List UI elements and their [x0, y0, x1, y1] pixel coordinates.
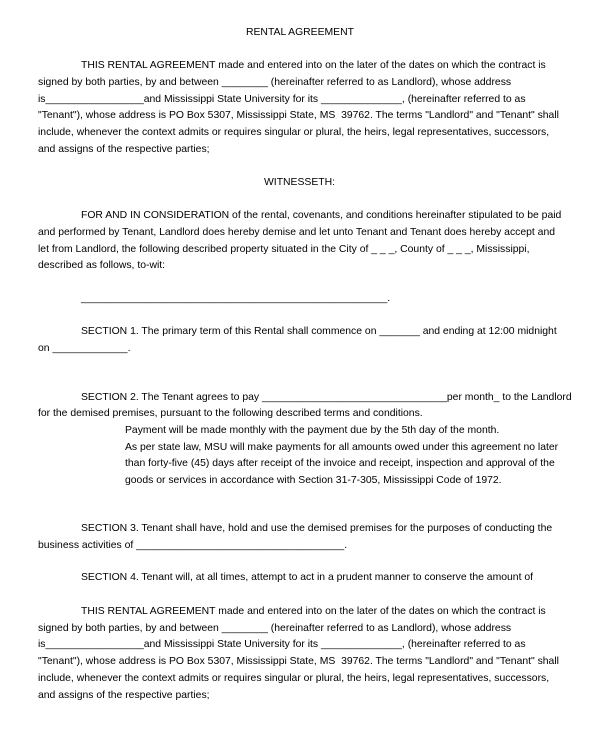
witnesseth-heading: WITNESSETH:	[264, 177, 336, 188]
section-2-line: SECTION 2. The Tenant agrees to pay ________________________________per month_ to the Landlord	[81, 392, 572, 403]
intro-paragraph-line: signed by both parties, by and between ________ (hereinafter referred to as Landlord), whose address	[38, 77, 512, 88]
section-1-line: on _____________.	[38, 343, 131, 354]
section-2-payment-line: Payment will be made monthly with the payment due by the 5th day of the month.	[125, 425, 500, 436]
section-3-line: SECTION 3. Tenant shall have, hold and use the demised premises for the purposes of conducting the	[81, 523, 553, 534]
document-title: RENTAL AGREEMENT	[246, 27, 354, 38]
consideration-line: FOR AND IN CONSIDERATION of the rental, covenants, and conditions hereinafter stipulated to be paid	[81, 210, 562, 221]
consideration-line: and performed by Tenant, Landlord does hereby demise and let unto Tenant and Tenant does hereby accept and	[38, 227, 556, 238]
intro-paragraph-repeat-line: "Tenant"), whose address is PO Box 5307, Mississippi State, MS 39762. The terms "Landlord" and "Tenant" shall	[38, 656, 559, 667]
intro-paragraph-repeat-line: THIS RENTAL AGREEMENT made and entered into on the later of the dates on which the contract is	[81, 606, 546, 617]
property-description-blank: _____________________________________________________.	[81, 293, 391, 304]
section-4-line: SECTION 4. Tenant will, at all times, attempt to act in a prudent manner to conserve the amount of	[81, 572, 534, 583]
intro-paragraph-line: and assigns of the respective parties;	[38, 144, 210, 155]
section-2-payment-line: than forty-five (45) days after receipt of the invoice and receipt, inspection and approval of the	[125, 458, 555, 469]
section-2-payment-line: goods or services in accordance with Section 31-7-305, Mississippi Code of 1972.	[125, 475, 502, 486]
intro-paragraph-repeat-line: signed by both parties, by and between ________ (hereinafter referred to as Landlord), whose address	[38, 623, 512, 634]
section-2-payment-line: As per state law, MSU will make payments for all amounts owed under this agreement no later	[125, 442, 559, 453]
intro-paragraph-line: include, whenever the context admits or requires singular or plural, the heirs, legal representatives, successors,	[38, 127, 550, 138]
intro-paragraph-line: THIS RENTAL AGREEMENT made and entered into on the later of the dates on which the contract is	[81, 60, 546, 71]
consideration-line: described as follows, to-wit:	[38, 260, 166, 271]
intro-paragraph-line: is_________________and Mississippi State University for its ______________, (hereinafter referred to as	[38, 94, 526, 105]
section-1-line: SECTION 1. The primary term of this Rental shall commence on _______ and ending at 12:00 midnight	[81, 326, 557, 337]
consideration-line: let from Landlord, the following described property situated in the City of _ _ _, County of _ _ _, Mississippi,	[38, 244, 530, 255]
intro-paragraph-repeat-line: include, whenever the context admits or requires singular or plural, the heirs, legal representatives, successors,	[38, 673, 550, 684]
intro-paragraph-line: "Tenant"), whose address is PO Box 5307, Mississippi State, MS 39762. The terms "Landlord" and "Tenant" shall	[38, 110, 559, 121]
intro-paragraph-repeat-line: is_________________and Mississippi State University for its ______________, (hereinafter referred to as	[38, 639, 526, 650]
section-2-line: for the demised premises, pursuant to the following described terms and conditions.	[38, 408, 423, 419]
intro-paragraph-repeat-line: and assigns of the respective parties;	[38, 690, 210, 701]
section-3-line: business activities of ____________________________________.	[38, 540, 348, 551]
